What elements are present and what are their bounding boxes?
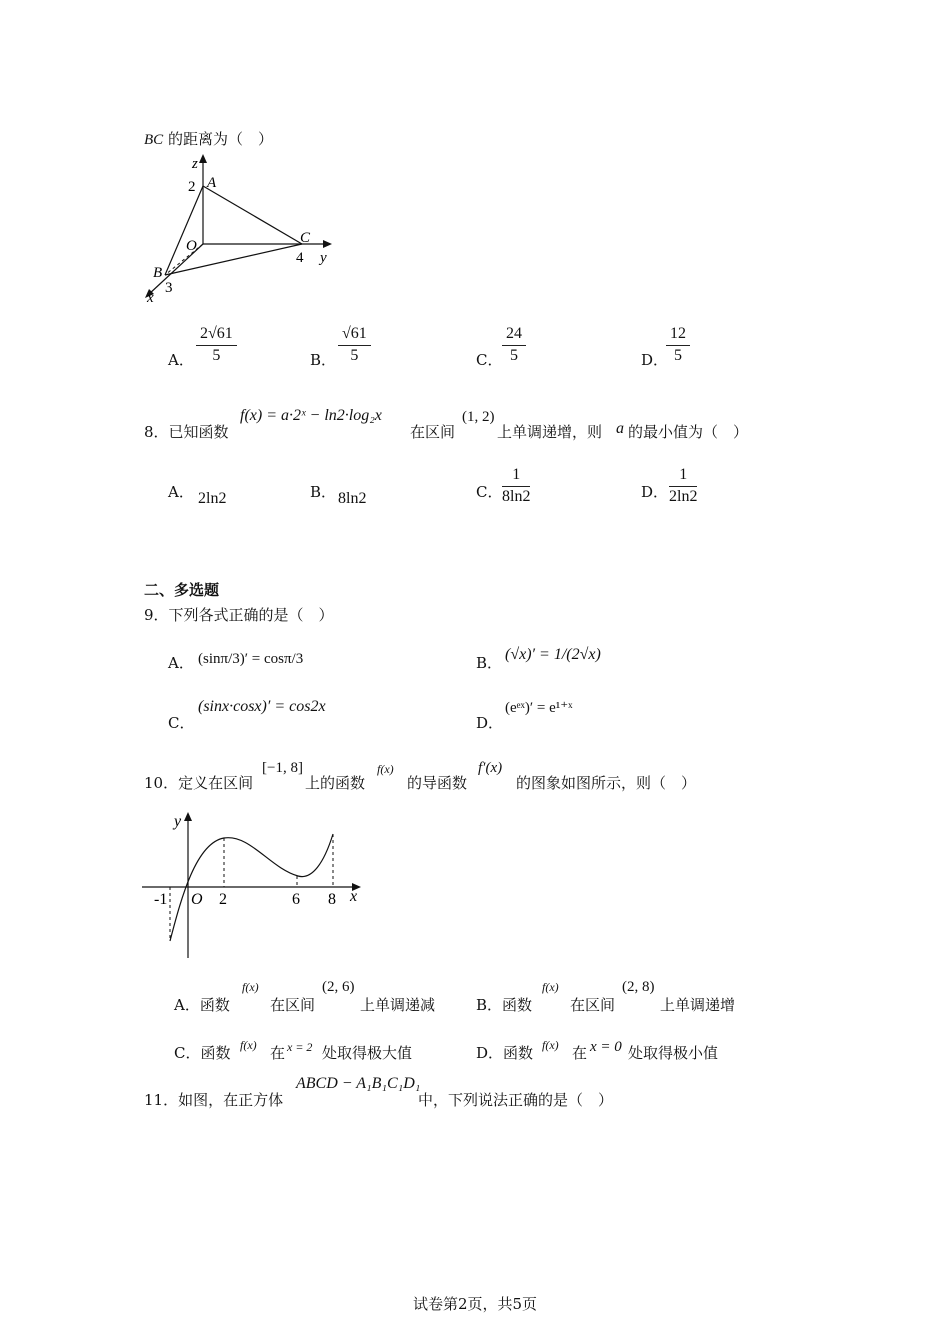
q9-option-c-label[interactable]: C． — [168, 714, 195, 732]
q9-option-d-expr: (eᵉˣ)′ = e¹⁺ˣ — [505, 700, 573, 716]
q8-option-d-fraction — [669, 466, 697, 506]
graph-label-x: x — [350, 888, 358, 905]
q10-option-d-f: f(x) — [542, 1038, 559, 1052]
q8-var: a — [616, 420, 624, 437]
q11-prefix: 11．如图，在正方体 — [144, 1091, 284, 1109]
graph-tick-2: 2 — [219, 891, 227, 908]
label-2: 2 — [188, 179, 196, 195]
frac-den: 5 — [674, 347, 682, 364]
q10-interval: [−1, 8] — [262, 760, 303, 776]
frac-num: 24 — [502, 325, 526, 346]
graph-y-arrowhead — [184, 812, 192, 821]
q8-option-b-value: 8ln2 — [338, 490, 367, 507]
q10-option-a-interval: (2, 6) — [322, 979, 355, 995]
q10-option-a-mid: 在区间 — [270, 996, 316, 1014]
q11-suffix: 中，下列说法正确的是（ ） — [418, 1091, 614, 1109]
label-4: 4 — [296, 250, 304, 266]
z-arrowhead — [199, 154, 207, 163]
label-o: O — [186, 238, 197, 254]
q10-option-a-label[interactable]: A．函数 — [174, 996, 230, 1014]
q10-option-b-label[interactable]: B．函数 — [476, 996, 533, 1014]
q10-option-c-mid: 在 — [270, 1044, 286, 1062]
graph-label-o: O — [191, 891, 203, 908]
q7-option-b-label[interactable]: B． — [310, 351, 337, 369]
q10-f: f(x) — [377, 762, 394, 776]
frac-num: 1 — [669, 466, 697, 487]
graph-tick-8: 8 — [328, 891, 336, 908]
q11-solid: ABCD − A₁B₁C₁D₁ — [296, 1075, 421, 1092]
q10-option-b-interval: (2, 8) — [622, 979, 655, 995]
q9-option-a-label[interactable]: A． — [168, 654, 194, 672]
q10-option-b-tail: 上单调递增 — [660, 996, 736, 1014]
q10-option-d-cond: x = 0 — [590, 1039, 622, 1055]
q10-option-d-mid: 在 — [572, 1044, 588, 1062]
q9-option-d-label[interactable]: D． — [476, 714, 504, 732]
q8-option-d-label[interactable]: D． — [641, 483, 669, 501]
q8-prefix: 8．已知函数 — [144, 423, 229, 441]
frac-num: 2√61 — [196, 325, 237, 346]
y-arrowhead — [323, 240, 332, 248]
q10-option-b-f: f(x) — [542, 980, 559, 994]
graph-tick-6: 6 — [292, 891, 300, 908]
q7-stem-tail — [144, 128, 273, 149]
q10-option-b-mid: 在区间 — [570, 996, 616, 1014]
q10-option-a-tail: 上单调递减 — [360, 996, 436, 1014]
label-y: y — [320, 250, 327, 266]
page-footer: 试卷第2页，共5页 — [412, 1295, 538, 1313]
q9-option-a-expr: (sinπ/3)′ = cosπ/3 — [198, 651, 304, 667]
q10-option-c-cond: x = 2 — [287, 1040, 313, 1054]
q8-option-c-fraction — [502, 466, 530, 506]
frac-den: 2ln2 — [669, 488, 698, 505]
q10-mid1: 上的函数 — [305, 774, 366, 792]
label-z: z — [192, 156, 198, 172]
frac-num: 1 — [502, 466, 530, 487]
q8-interval: (1, 2) — [462, 409, 495, 425]
q8-option-a-label[interactable]: A． — [168, 483, 194, 501]
frac-num: √61 — [338, 325, 371, 346]
graph-tick-minus-1: -1 — [154, 891, 168, 908]
q10-option-c-f: f(x) — [240, 1038, 257, 1052]
q10-option-c-label[interactable]: C．函数 — [174, 1044, 231, 1062]
q10-fprime: f′(x) — [478, 760, 503, 776]
q10-option-a-f: f(x) — [242, 980, 259, 994]
q7-option-b-fraction — [338, 325, 371, 365]
q9-option-c-expr: (sinx·cosx)′ = cos2x — [198, 698, 326, 715]
q10-suffix: 的图象如图所示，则（ ） — [516, 774, 697, 792]
frac-num: 12 — [666, 325, 690, 346]
frac-den: 8ln2 — [502, 488, 531, 505]
frac-den: 5 — [510, 347, 518, 364]
label-x: x — [147, 290, 154, 306]
label-c: C — [300, 230, 311, 246]
q7-bc: BC — [144, 132, 164, 148]
q8-option-b-label[interactable]: B． — [310, 483, 337, 501]
label-a: A — [207, 175, 217, 191]
section-title: 二、多选题 — [144, 581, 220, 599]
q8-mid1: 在区间 — [410, 423, 456, 441]
q8-option-c-label[interactable]: C． — [476, 483, 503, 501]
q10-derivative-graph — [140, 808, 370, 963]
q9-stem: 9．下列各式正确的是（ ） — [144, 606, 334, 624]
q7-option-c-label[interactable]: C． — [476, 351, 503, 369]
q8-formula: f(x) = a·2ˣ − ln2·log₂x — [240, 407, 382, 424]
q10-option-c-tail: 处取得极大值 — [322, 1044, 413, 1062]
q7-stem-text: 的距离为（ ） — [163, 130, 273, 148]
q10-option-d-tail: 处取得极小值 — [628, 1044, 719, 1062]
label-b: B — [153, 265, 163, 281]
q9-option-b-label[interactable]: B． — [476, 654, 503, 672]
q10-prefix: 10．定义在区间 — [144, 774, 254, 792]
q7-option-a-fraction — [196, 325, 237, 365]
q8-suffix: 的最小值为（ ） — [628, 423, 749, 441]
q7-option-d-fraction — [666, 325, 690, 365]
graph-label-y: y — [174, 813, 182, 830]
frac-den: 5 — [350, 347, 359, 364]
q8-mid2: 上单调递增，则 — [497, 423, 603, 441]
q7-tetrahedron-figure — [140, 152, 340, 307]
q10-option-d-label[interactable]: D．函数 — [476, 1044, 534, 1062]
label-3: 3 — [165, 280, 173, 296]
q7-option-d-label[interactable]: D． — [641, 351, 669, 369]
frac-den: 5 — [212, 347, 221, 364]
q7-option-a-label[interactable]: A． — [168, 351, 194, 369]
edge-ac — [203, 186, 302, 244]
q9-option-b-expr: (√x)′ = 1/(2√x) — [505, 646, 601, 663]
q8-option-a-value: 2ln2 — [198, 490, 227, 507]
q7-option-c-fraction — [502, 325, 526, 365]
q10-mid2: 的导函数 — [407, 774, 468, 792]
